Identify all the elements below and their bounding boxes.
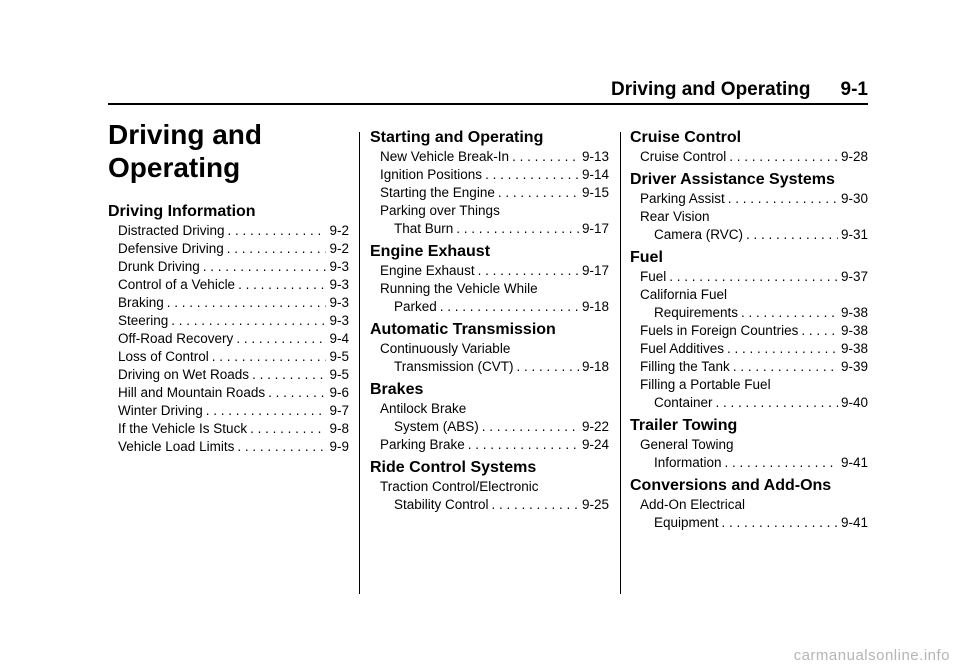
toc-entry[interactable]	[118, 294, 349, 312]
dot-leader	[492, 496, 579, 514]
toc-list-driver-assistance-systems	[630, 190, 868, 244]
toc-entry-label: Parked	[394, 299, 437, 314]
toc-entry-page: 9-38	[840, 341, 868, 356]
toc-entry-page: 9-3	[329, 313, 349, 328]
toc-entry-page: 9-5	[329, 367, 349, 382]
toc-entry-label: Requirements	[654, 305, 739, 320]
toc-entry-page: 9-40	[840, 395, 868, 410]
header-section-title: Driving and Operating	[611, 79, 811, 100]
header-page-number: 9-1	[840, 79, 868, 100]
section-heading-engine-exhaust: Engine Exhaust	[370, 243, 491, 260]
toc-entry[interactable]	[640, 340, 868, 358]
dot-leader	[725, 454, 838, 472]
toc-entry-page: 9-2	[329, 223, 349, 238]
dot-leader	[669, 268, 838, 286]
toc-list-cruise-control	[630, 148, 868, 166]
toc-list-ride-control-systems	[370, 478, 609, 514]
running-header	[611, 79, 868, 101]
toc-entry-page: 9-3	[329, 277, 349, 292]
toc-entry-page: 9-22	[581, 419, 609, 434]
toc-entry-first-line[interactable]: Antilock Brake	[380, 401, 467, 416]
section-heading-driving-information: Driving Information	[108, 203, 256, 220]
dot-leader	[203, 258, 327, 276]
toc-entry-page: 9-15	[581, 185, 609, 200]
dot-leader	[727, 340, 838, 358]
dot-leader	[728, 190, 838, 208]
column-divider-2	[620, 132, 621, 594]
toc-entry[interactable]	[380, 148, 609, 166]
toc-entry[interactable]	[640, 322, 868, 340]
toc-entry-page: 9-14	[581, 167, 609, 182]
toc-entry-page: 9-2	[329, 241, 349, 256]
toc-entry-label: Container	[654, 395, 713, 410]
toc-entry-page: 9-25	[581, 497, 609, 512]
toc-entry-label: Steering	[118, 313, 169, 328]
toc-entry-label: Filling the Tank	[640, 359, 730, 374]
header-rule	[108, 103, 868, 105]
toc-entry[interactable]	[118, 276, 349, 294]
toc-entry-page: 9-38	[840, 323, 868, 338]
toc-list-conversions-and-add-ons	[630, 496, 868, 532]
dot-leader	[268, 384, 326, 402]
dot-leader	[716, 394, 838, 412]
toc-entry-first-line[interactable]: General Towing	[640, 437, 734, 452]
toc-entry-page: 9-3	[329, 295, 349, 310]
toc-entry[interactable]	[118, 420, 349, 438]
toc-entry-page: 9-18	[581, 299, 609, 314]
toc-entry-label: Distracted Driving	[118, 223, 225, 238]
toc-entry-label: New Vehicle Break-In	[380, 149, 510, 164]
toc-entry-page: 9-13	[581, 149, 609, 164]
dot-leader	[512, 148, 579, 166]
toc-entry-first-line[interactable]: Add-On Electrical	[640, 497, 746, 512]
toc-entry[interactable]	[394, 418, 609, 436]
dot-leader	[733, 358, 838, 376]
dot-leader	[238, 276, 326, 294]
section-heading-cruise-control: Cruise Control	[630, 129, 742, 146]
toc-entry-page: 9-30	[840, 191, 868, 206]
section-heading-brakes: Brakes	[370, 381, 424, 398]
chapter-title-line2: Operating	[108, 152, 241, 183]
dot-leader	[482, 418, 579, 436]
dot-leader	[237, 438, 326, 456]
toc-entry-label: Ignition Positions	[380, 167, 483, 182]
toc-entry[interactable]	[380, 262, 609, 280]
toc-entry[interactable]	[654, 514, 868, 532]
page-header	[108, 77, 868, 105]
toc-entry[interactable]	[380, 436, 609, 454]
toc-entry-label: Equipment	[654, 515, 719, 530]
toc-entry-page: 9-41	[840, 455, 868, 470]
dot-leader	[729, 148, 838, 166]
toc-entry-page: 9-39	[840, 359, 868, 374]
toc-entry[interactable]	[118, 384, 349, 402]
toc-entry-first-line[interactable]: Filling a Portable Fuel	[640, 377, 771, 392]
toc-column-2	[370, 118, 609, 514]
toc-entry-page: 9-5	[329, 349, 349, 364]
toc-entry-label: Loss of Control	[118, 349, 209, 364]
toc-list-brakes	[370, 400, 609, 454]
toc-list-starting-and-operating	[370, 148, 609, 238]
toc-entry[interactable]	[640, 358, 868, 376]
dot-leader	[468, 436, 579, 454]
toc-entry-label: Starting the Engine	[380, 185, 495, 200]
toc-entry[interactable]	[640, 268, 868, 286]
toc-entry[interactable]	[118, 240, 349, 258]
toc-entry-page: 9-9	[329, 439, 349, 454]
toc-column-1	[108, 118, 349, 456]
dot-leader	[478, 262, 579, 280]
section-heading-starting-and-operating: Starting and Operating	[370, 129, 544, 146]
toc-entry[interactable]	[380, 184, 609, 202]
toc-entry-label: Winter Driving	[118, 403, 203, 418]
toc-entry-page: 9-24	[581, 437, 609, 452]
toc-entry-label: If the Vehicle Is Stuck	[118, 421, 248, 436]
toc-entry-page: 9-6	[329, 385, 349, 400]
toc-entry-first-line[interactable]: Traction Control/Electronic	[380, 479, 539, 494]
section-heading-driver-assistance-systems: Driver Assistance Systems	[630, 171, 835, 188]
toc-entry[interactable]	[394, 358, 609, 376]
toc-entry-label: Fuel	[640, 269, 667, 284]
toc-entry[interactable]	[118, 348, 349, 366]
toc-entry-first-line[interactable]: Running the Vehicle While	[380, 281, 538, 296]
toc-entry-first-line[interactable]: Parking over Things	[380, 203, 500, 218]
toc-entry-label: Information	[654, 455, 722, 470]
section-heading-conversions-and-add-ons: Conversions and Add-Ons	[630, 477, 832, 494]
toc-entry-label: Braking	[118, 295, 164, 310]
toc-entry-label: Drunk Driving	[118, 259, 200, 274]
dot-leader	[227, 240, 327, 258]
toc-entry[interactable]	[394, 496, 609, 514]
section-heading-ride-control-systems: Ride Control Systems	[370, 459, 537, 476]
toc-entry-page: 9-37	[840, 269, 868, 284]
toc-entry-label: Off-Road Recovery	[118, 331, 234, 346]
toc-entry-first-line[interactable]: Rear Vision	[640, 209, 710, 224]
dot-leader	[212, 348, 327, 366]
toc-entry-page: 9-28	[840, 149, 868, 164]
toc-entry-page: 9-31	[840, 227, 868, 242]
toc-list-fuel	[630, 268, 868, 412]
chapter-title	[108, 118, 349, 184]
toc-entry-label: Parking Assist	[640, 191, 725, 206]
dot-leader	[456, 220, 579, 238]
toc-entry[interactable]	[640, 148, 868, 166]
toc-entry-page: 9-8	[329, 421, 349, 436]
toc-entry-label: Vehicle Load Limits	[118, 439, 235, 454]
toc-entry[interactable]	[640, 190, 868, 208]
toc-entry[interactable]	[118, 258, 349, 276]
dot-leader	[167, 294, 327, 312]
section-heading-trailer-towing: Trailer Towing	[630, 417, 738, 434]
toc-entry[interactable]	[118, 330, 349, 348]
toc-entry-label: Fuels in Foreign Countries	[640, 323, 799, 338]
toc-entry-label: Camera (RVC)	[654, 227, 744, 242]
toc-entry[interactable]	[380, 166, 609, 184]
toc-entry-label: Fuel Additives	[640, 341, 725, 356]
toc-column-3	[630, 118, 868, 532]
section-heading-fuel: Fuel	[630, 249, 663, 266]
dot-leader	[485, 166, 579, 184]
toc-entry-label: Control of a Vehicle	[118, 277, 236, 292]
toc-entry-label: Hill and Mountain Roads	[118, 385, 266, 400]
toc-entry[interactable]	[654, 304, 868, 322]
toc-entry-page: 9-3	[329, 259, 349, 274]
toc-entry-first-line[interactable]: California Fuel	[640, 287, 728, 302]
toc-entry[interactable]	[118, 438, 349, 456]
toc-list-engine-exhaust	[370, 262, 609, 316]
toc-entry[interactable]	[394, 220, 609, 238]
dot-leader	[252, 366, 326, 384]
dot-leader	[741, 304, 838, 322]
toc-entry-label: Defensive Driving	[118, 241, 224, 256]
toc-entry[interactable]	[118, 366, 349, 384]
toc-entry[interactable]	[118, 402, 349, 420]
column-divider-1	[359, 132, 360, 594]
toc-list-trailer-towing	[630, 436, 868, 472]
toc-entry[interactable]	[654, 454, 868, 472]
toc-entry-page: 9-7	[329, 403, 349, 418]
dot-leader	[722, 514, 838, 532]
dot-leader	[517, 358, 579, 376]
toc-entry[interactable]	[118, 312, 349, 330]
dot-leader	[801, 322, 838, 340]
toc-entry-page: 9-38	[840, 305, 868, 320]
toc-entry[interactable]	[654, 394, 868, 412]
dot-leader	[746, 226, 838, 244]
toc-entry-label: Stability Control	[394, 497, 489, 512]
dot-leader	[498, 184, 579, 202]
toc-list-driving-information	[108, 222, 349, 456]
toc-entry-page: 9-17	[581, 221, 609, 236]
dot-leader	[228, 222, 327, 240]
toc-entry-label: Cruise Control	[640, 149, 727, 164]
toc-entry-label: Engine Exhaust	[380, 263, 475, 278]
toc-entry-page: 9-18	[581, 359, 609, 374]
toc-entry-first-line[interactable]: Continuously Variable	[380, 341, 511, 356]
toc-list-automatic-transmission	[370, 340, 609, 376]
toc-entry[interactable]	[394, 298, 609, 316]
toc-entry-page: 9-41	[840, 515, 868, 530]
toc-entry[interactable]	[654, 226, 868, 244]
dot-leader	[171, 312, 326, 330]
dot-leader	[206, 402, 327, 420]
toc-entry-label: System (ABS)	[394, 419, 479, 434]
dot-leader	[250, 420, 326, 438]
toc-entry-page: 9-4	[329, 331, 349, 346]
toc-entry[interactable]	[118, 222, 349, 240]
watermark: carmanualsonline.info	[793, 647, 950, 664]
toc-entry-page: 9-17	[581, 263, 609, 278]
chapter-title-line1: Driving and	[108, 119, 263, 150]
toc-entry-label: Transmission (CVT)	[394, 359, 514, 374]
toc-entry-label: Parking Brake	[380, 437, 465, 452]
toc-entry-label: That Burn	[394, 221, 454, 236]
dot-leader	[236, 330, 326, 348]
toc-entry-label: Driving on Wet Roads	[118, 367, 250, 382]
dot-leader	[440, 298, 579, 316]
section-heading-automatic-transmission: Automatic Transmission	[370, 321, 556, 338]
